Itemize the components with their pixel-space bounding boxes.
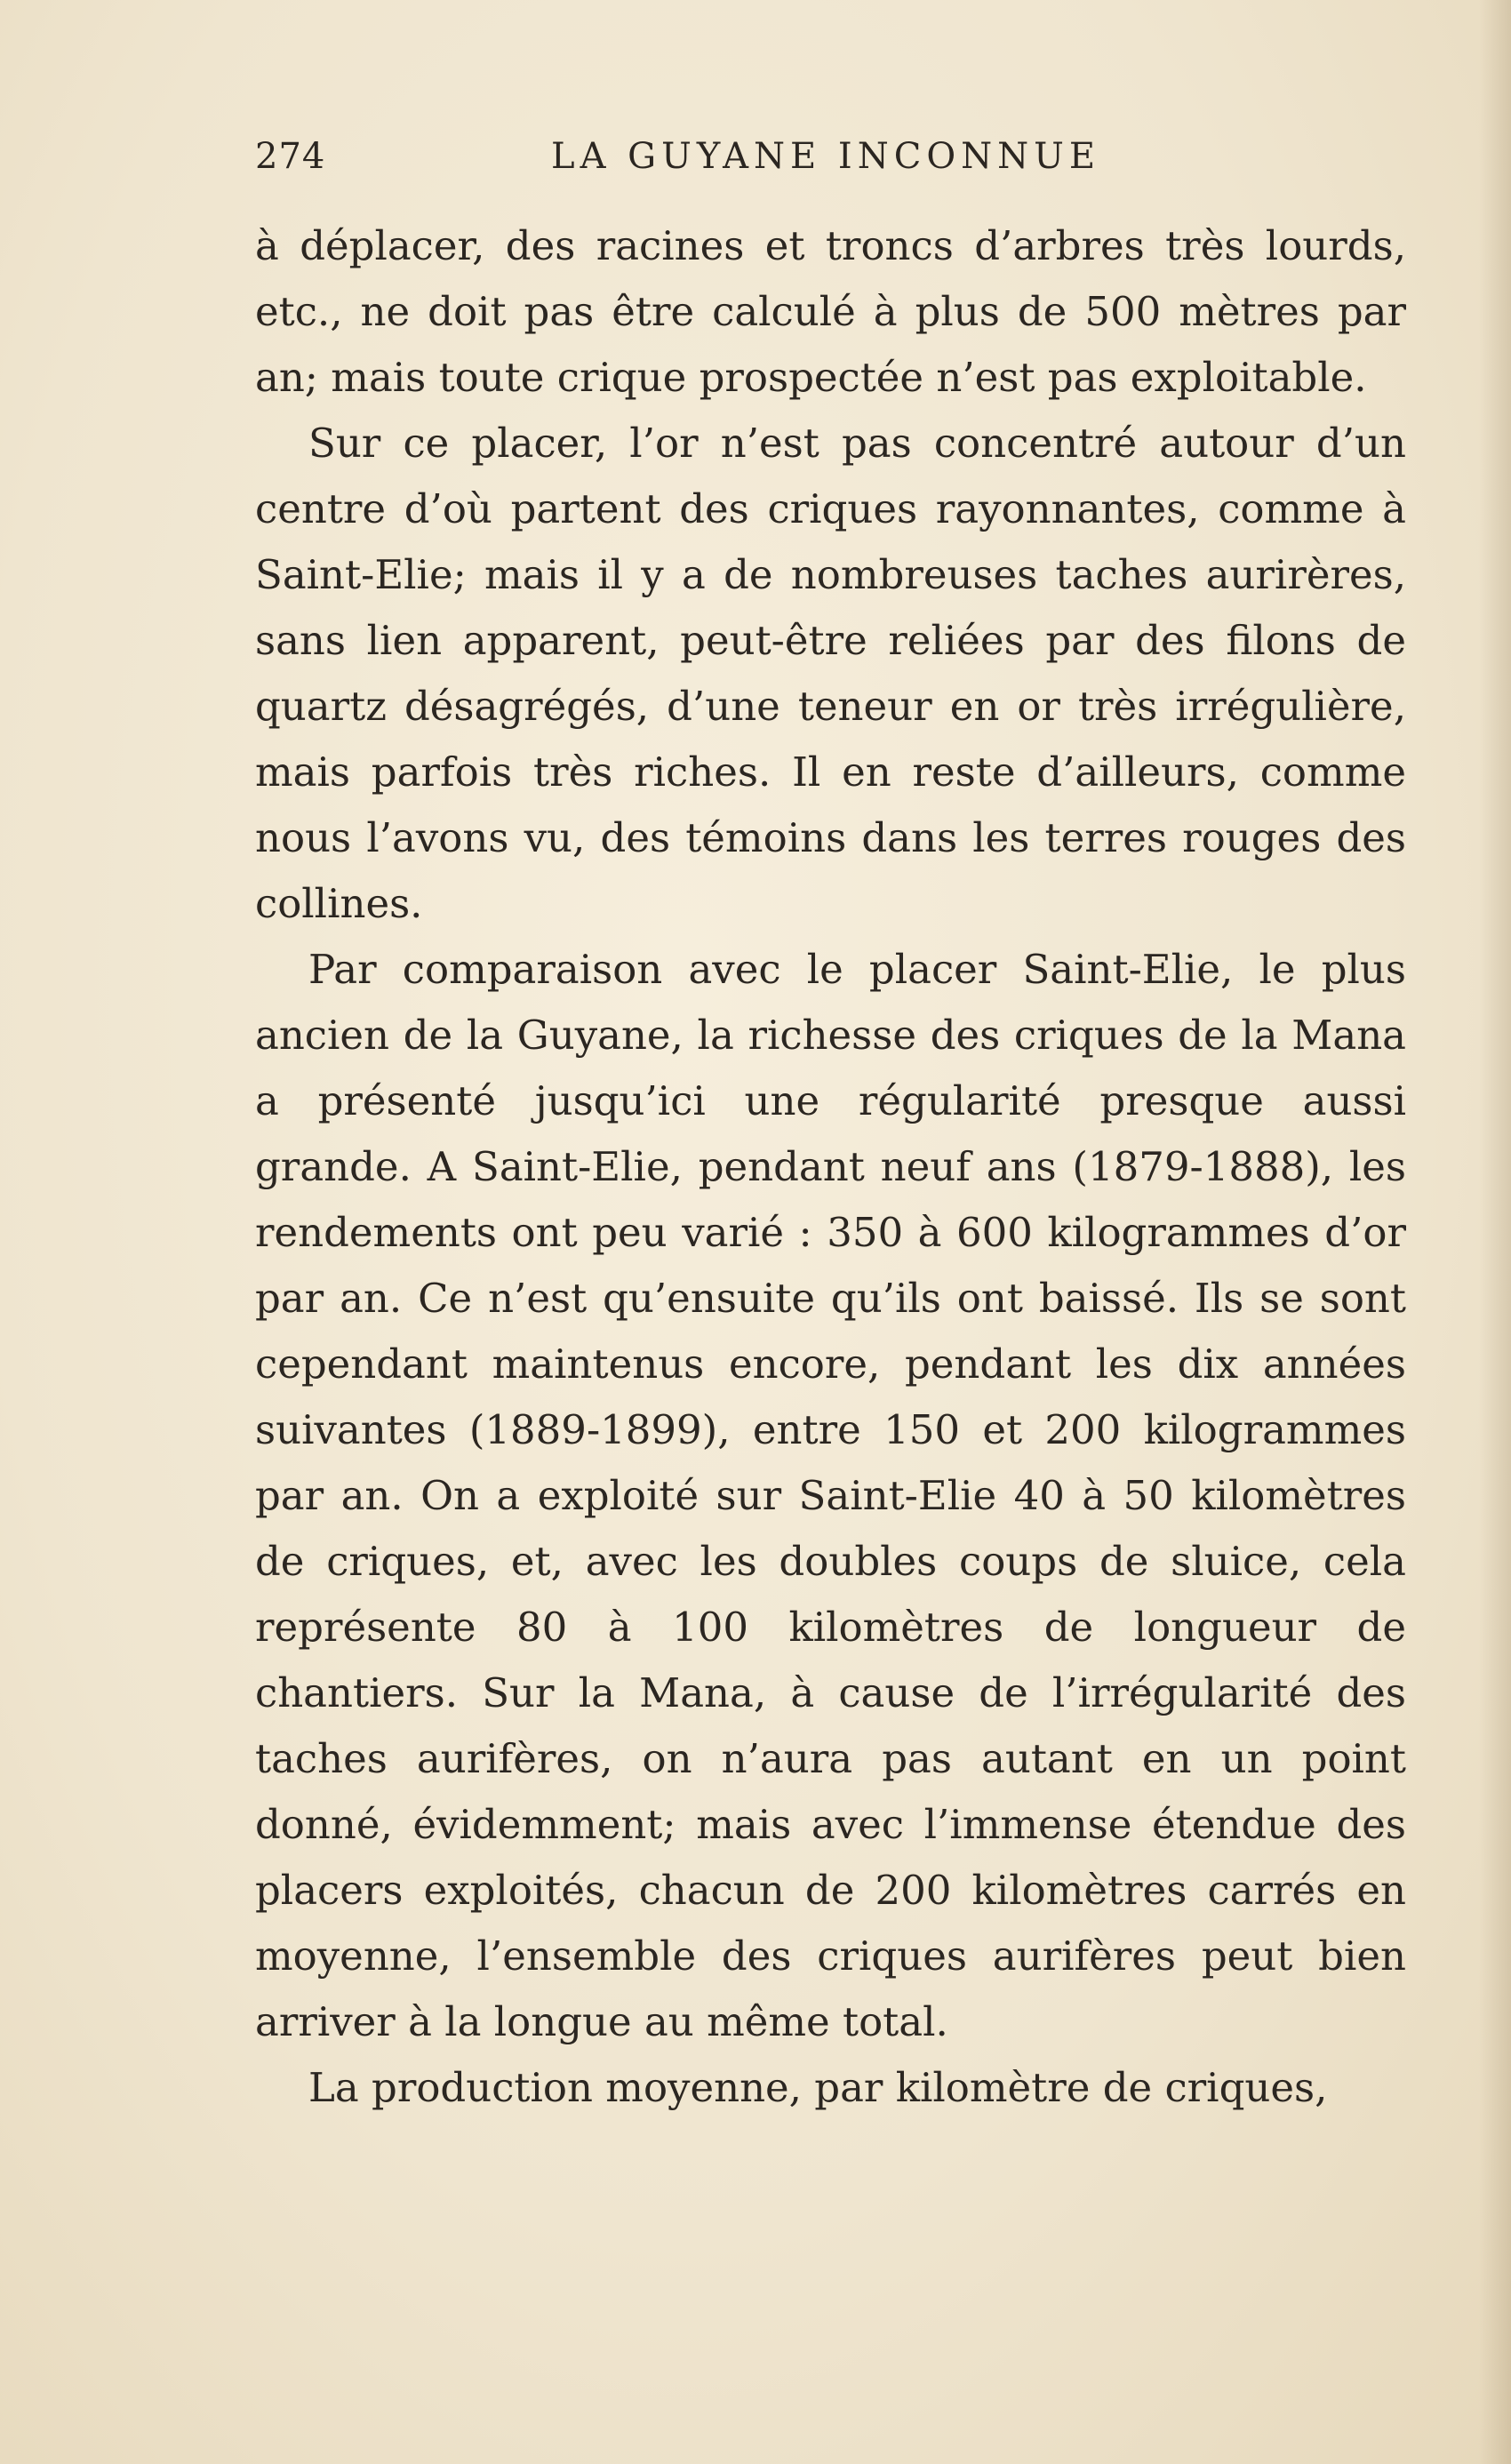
paragraph: Par comparaison avec le placer Saint-Elie, le plus ancien de la Guyane, la richesse des criques de la Mana a présenté jusqu’ici une régularité presque aussi grande. A Saint-Elie, pendant neuf ans (1879-1888), les rendements ont peu varié : 350 à 600 kilogrammes d’or par an. Ce n’est qu’ensuite qu’ils ont baissé. Ils se sont cependant maintenus encore, pendant les dix années suivantes (1889-1899), entre 150 et 200 kilogrammes par an. On a exploité sur Saint-Elie 40 à 50 kilomètres de criques, et, avec les doubles coups de sluice, cela représente 80 à 100 kilomètres de longueur de chantiers. Sur la Mana, à cause de l’irrégularité des taches aurifères, on n’aura pas autant en un point donné, évidemment; mais avec l’immense étendue des placers exploités, chacun de 200 kilomètres carrés en moyenne, l’ensemble des criques aurifères peut bien arriver à la longue au même total.: [255, 946, 1406, 2045]
body-text: [255, 213, 1406, 2121]
paragraph: Sur ce placer, l’or n’est pas concentré autour d’un centre d’où partent des criques rayonnantes, comme à Saint-Elie; mais il y a de nombreuses taches aurirères, sans lien apparent, peut-être reliées par des filons de quartz désagrégés, d’une teneur en or très irrégulière, mais parfois très riches. Il en reste d’ailleurs, comme nous l’avons vu, des témoins dans les terres rouges des collines.: [255, 420, 1406, 927]
paragraph: La production moyenne, par kilomètre de criques,: [308, 2064, 1328, 2111]
running-header: [255, 130, 1406, 183]
page-number: 274: [255, 136, 326, 177]
paragraph-continued: à déplacer, des racines et troncs d’arbres très lourds, etc., ne doit pas être calculé à plus de 500 mètres par an; mais toute crique prospectée n’est pas exploitable.: [255, 222, 1406, 401]
page-edge-shadow: [1479, 0, 1511, 2464]
running-title: LA GUYANE INCONNUE: [551, 136, 1101, 177]
